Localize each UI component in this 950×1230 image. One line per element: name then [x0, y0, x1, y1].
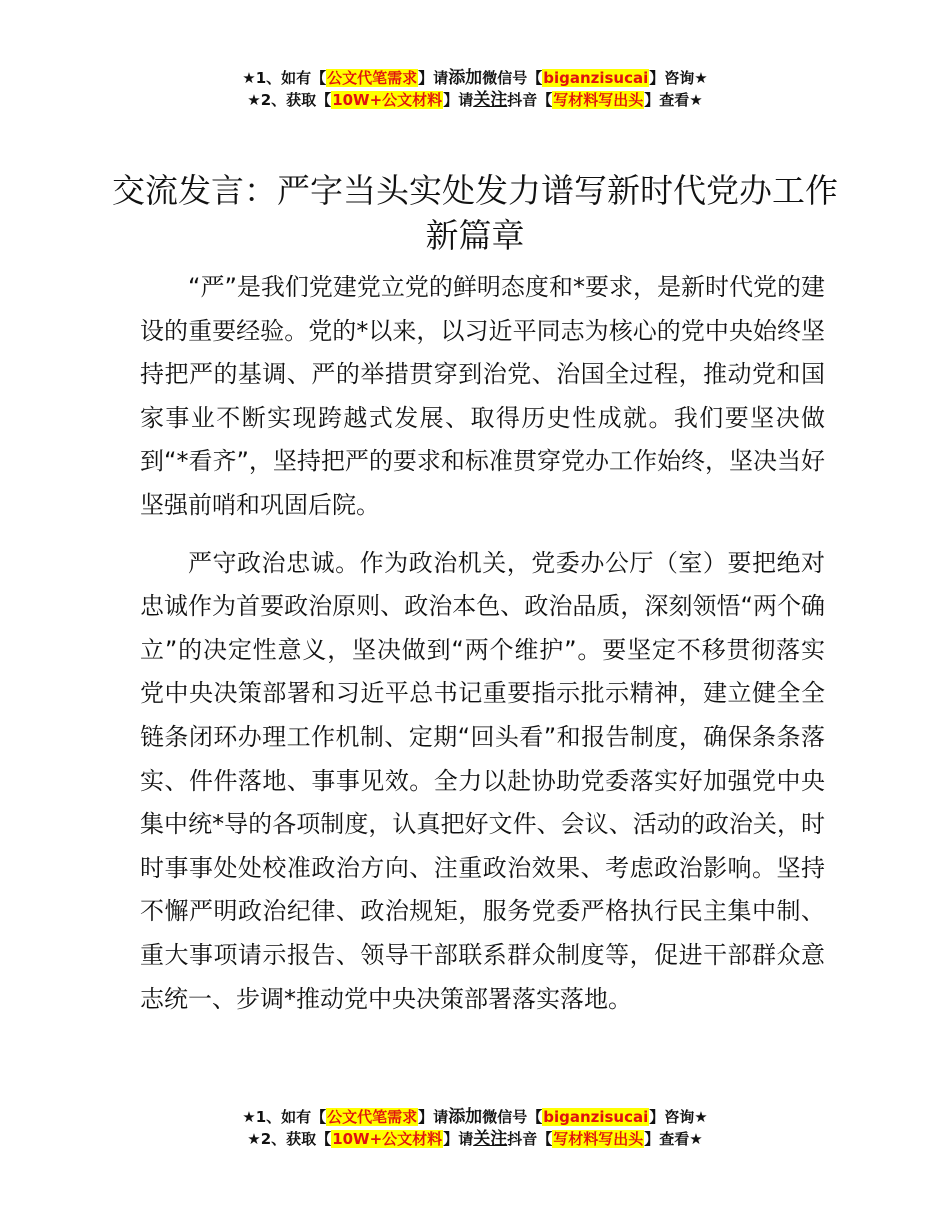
paragraph-intro: “严”是我们党建党立党的鲜明态度和*要求，是新时代党的建设的重要经验。党的*以来，以习近平同志为核心的党中央始终坚持把严的基调、严的举措贯穿到治党、治国全过程，推动党和国家事业不断实现跨越式发展、取得历史性成就。我们要坚决做到“*看齐”，坚持把严的要求和标准贯穿党办工作始终，坚决当好坚强前哨和巩固后院。: [140, 273, 825, 519]
document-title: 交流发言：严字当头实处发力谱写新时代党办工作新篇章: [112, 171, 838, 255]
header-banner: [0, 67, 950, 111]
highlight-service: 公文代笔需求: [327, 69, 418, 87]
highlight-materials: 10W+公文材料: [332, 1130, 443, 1148]
document-body: [140, 266, 825, 1035]
banner-line-2: ★2、获取【10W+公文材料】请关注抖音【写材料写出头】查看★: [247, 1129, 703, 1149]
highlight-service: 公文代笔需求: [327, 1108, 418, 1126]
footer-banner: [0, 1106, 950, 1150]
highlight-materials: 10W+公文材料: [332, 91, 443, 109]
highlight-wechat-id: biganzisucai: [543, 69, 649, 87]
banner-line-1: ★1、如有【公文代笔需求】请添加微信号【biganzisucai】咨询★: [242, 68, 708, 88]
highlight-wechat-id: biganzisucai: [543, 1108, 649, 1126]
banner-line-1: ★1、如有【公文代笔需求】请添加微信号【biganzisucai】咨询★: [242, 1107, 708, 1127]
paragraph-political-loyalty: 严守政治忠诚。作为政治机关，党委办公厅（室）要把绝对忠诚作为首要政治原则、政治本色、政治品质，深刻领悟“两个确立”的决定性意义，坚决做到“两个维护”。要坚定不移贯彻落实党中央决策部署和习近平总书记重要指示批示精神，建立健全全链条闭环办理工作机制、定期“回头看”和报告制度，确保条条落实、件件落地、事事见效。全力以赴协助党委落实好加强党中央集中统*导的各项制度，认真把好文件、会议、活动的政治关，时时事事处处校准政治方向、注重政治效果、考虑政治影响。坚持不懈严明政治纪律、政治规矩，服务党委严格执行民主集中制、重大事项请示报告、领导干部联系群众制度等，促进干部群众意志统一、步调*推动党中央决策部署落实落地。: [140, 548, 825, 1013]
highlight-douyin: 写材料写出头: [553, 1130, 644, 1148]
banner-line-2: ★2、获取【10W+公文材料】请关注抖音【写材料写出头】查看★: [247, 90, 703, 110]
highlight-douyin: 写材料写出头: [553, 91, 644, 109]
